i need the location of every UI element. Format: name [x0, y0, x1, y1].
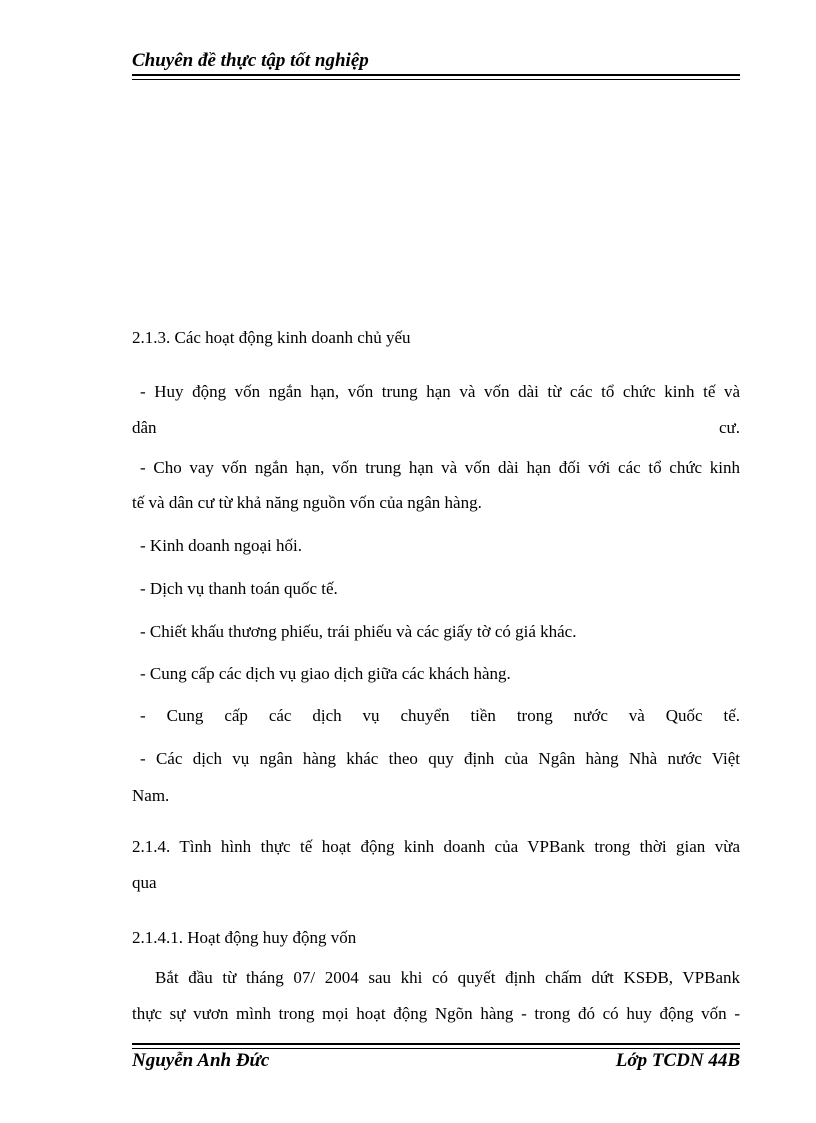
section-heading-2-1-4-line-2: qua — [132, 873, 157, 892]
list-item-8-line-2: Nam. — [132, 786, 170, 805]
list-item-6: - Cung cấp các dịch vụ giao dịch giữa các khách hàng. — [140, 664, 511, 683]
list-item-4: - Dịch vụ thanh toán quốc tế. — [140, 579, 338, 598]
list-item-3: - Kinh doanh ngoại hối. — [140, 536, 302, 555]
header-divider — [132, 74, 740, 80]
list-item-5: - Chiết khấu thương phiếu, trái phiếu và các giấy tờ có giá khác. — [140, 622, 577, 641]
list-item-1-line-1: - Huy động vốn ngắn hạn, vốn trung hạn và vốn dài từ các tổ chức kinh tế và — [140, 382, 740, 401]
section-heading-2-1-4-1: 2.1.4.1. Hoạt động huy động vốn — [132, 928, 357, 947]
list-item-2-line-1: - Cho vay vốn ngắn hạn, vốn trung hạn và vốn dài hạn đối với các tổ chức kinh — [140, 458, 740, 477]
footer-author: Nguyễn Anh Đức — [132, 1050, 270, 1071]
section-heading-2-1-4-line-1: 2.1.4. Tình hình thực tế hoạt động kinh doanh của VPBank trong thời gian vừa — [132, 837, 740, 856]
list-item-8-line-1: - Các dịch vụ ngân hàng khác theo quy định của Ngân hàng Nhà nước Việt — [140, 749, 740, 768]
page-header-title: Chuyên đề thực tập tốt nghiệp — [132, 50, 369, 71]
list-item-7: - Cung cấp các dịch vụ chuyển tiền trong nước và Quốc tế. — [140, 706, 740, 725]
footer-class-label: Lớp TCDN 44B — [615, 1050, 740, 1071]
paragraph-line-2: thực sự vươn mình trong mọi hoạt động Ngõn hàng - trong đó có huy động vốn - — [132, 1004, 740, 1023]
footer-divider — [132, 1043, 740, 1049]
section-heading-2-1-3: 2.1.3. Các hoạt động kinh doanh chủ yếu — [132, 328, 411, 347]
list-item-1-line-2-right: cư. — [718, 418, 740, 437]
list-item-1-line-2-left: dân — [132, 418, 157, 437]
list-item-1-line-2 — [132, 418, 740, 438]
list-item-2-line-2: tế và dân cư từ khả năng nguồn vốn của ngân hàng. — [132, 493, 482, 512]
paragraph-line-1: Bắt đầu từ tháng 07/ 2004 sau khi có quyết định chấm dứt KSĐB, VPBank — [155, 968, 740, 987]
